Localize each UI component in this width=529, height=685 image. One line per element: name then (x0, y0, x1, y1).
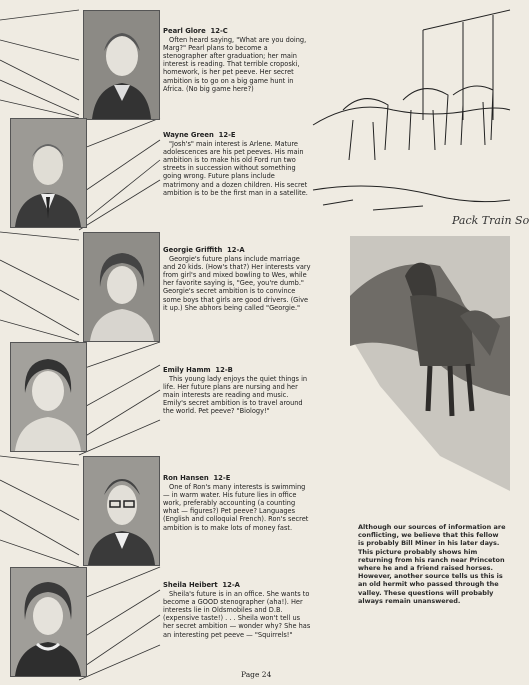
horse-rider-photo (350, 236, 510, 491)
portrait-ron-hansen (83, 456, 160, 566)
portrait-pearl-glore (83, 10, 160, 120)
bio-ron-hansen (163, 474, 313, 532)
student-name: Emily Hamm 12-B (163, 366, 233, 374)
student-name: Sheila Heibert 12-A (163, 581, 240, 589)
sketch-caption: Pack Train So (452, 214, 529, 227)
student-bio: Sheila's future is in an office. She wants to become a GOOD stenographer (aha!). Her interests lie in Oldsmobiles and D.B. (expensive taste!) . . . Sheila won't tell us her secret ambition — wonder why? She has an interesting pet peeve — "Squirrels!" (163, 590, 311, 639)
portrait-sheila-heibert (10, 567, 87, 677)
student-bio: "Josh's" main interest is Arlene. Mature adolescences are his pet peeves. His main ambition is to make his old Ford run two streets in succession without something going wrong. Future plans include matrimony and a dozen children. His secret ambition is to be the first man in a satellite. (163, 140, 308, 197)
student-name: Ron Hansen 12-E (163, 474, 231, 482)
student-bio: One of Ron's many interests is swimming — in warm water. His future lies in office work, preferably accounting (a counting what — figures?) Pet peeve? Languages (English and colloquial French). Ron's secret ambition is to make lots of money fast. (163, 483, 309, 532)
bio-emily-hamm (163, 366, 313, 416)
bio-georgie-griffith (163, 246, 313, 312)
portrait-emily-hamm (10, 342, 87, 452)
bio-pearl-glore (163, 27, 313, 93)
photo-caption: Although our sources of information are conflicting, we believe that this fellow is probably Bill Miner in his later days. This picture probably shows him returning from his ranch near Princeton where he and a friend raised horses. However, another source tells us this is an old hermit who passed through the valley. These questions will probably always remain unanswered. (358, 523, 506, 605)
student-name: Georgie Griffith 12-A (163, 246, 245, 254)
student-bio: This young lady enjoys the quiet things in life. Her future plans are nursing and her main interests are reading and music. Emily's secret ambition is to travel around the world. Pet peeve? "Biology!" (163, 375, 308, 416)
portrait-wayne-green (10, 118, 87, 228)
page-number: Page 24 (241, 670, 272, 679)
portrait-georgie-griffith (83, 232, 160, 342)
student-bio: Georgie's future plans include marriage and 20 kids. (How's that?) Her interests vary from girl's and mixed bowling to Wes, while her favorite saying is, "Gee, you're dumb." Georgie's secret ambition is to convince some boys that girls are good drivers. (Give it up.) She abhors being called "Georgie." (163, 255, 311, 312)
bio-sheila-heibert (163, 581, 313, 639)
student-bio: Often heard saying, "What are you doing, Marg?" Pearl plans to become a stenographer after graduation; her main interest is reading. That terrible croposki, homework, is her pet peeve. Her secret ambition is to go on a big game hunt in Africa. (No big game here?) (163, 36, 307, 93)
student-name: Pearl Glore 12-C (163, 27, 228, 35)
student-name: Wayne Green 12-E (163, 131, 236, 139)
pack-train-sketch (313, 10, 510, 232)
bio-wayne-green (163, 131, 313, 197)
